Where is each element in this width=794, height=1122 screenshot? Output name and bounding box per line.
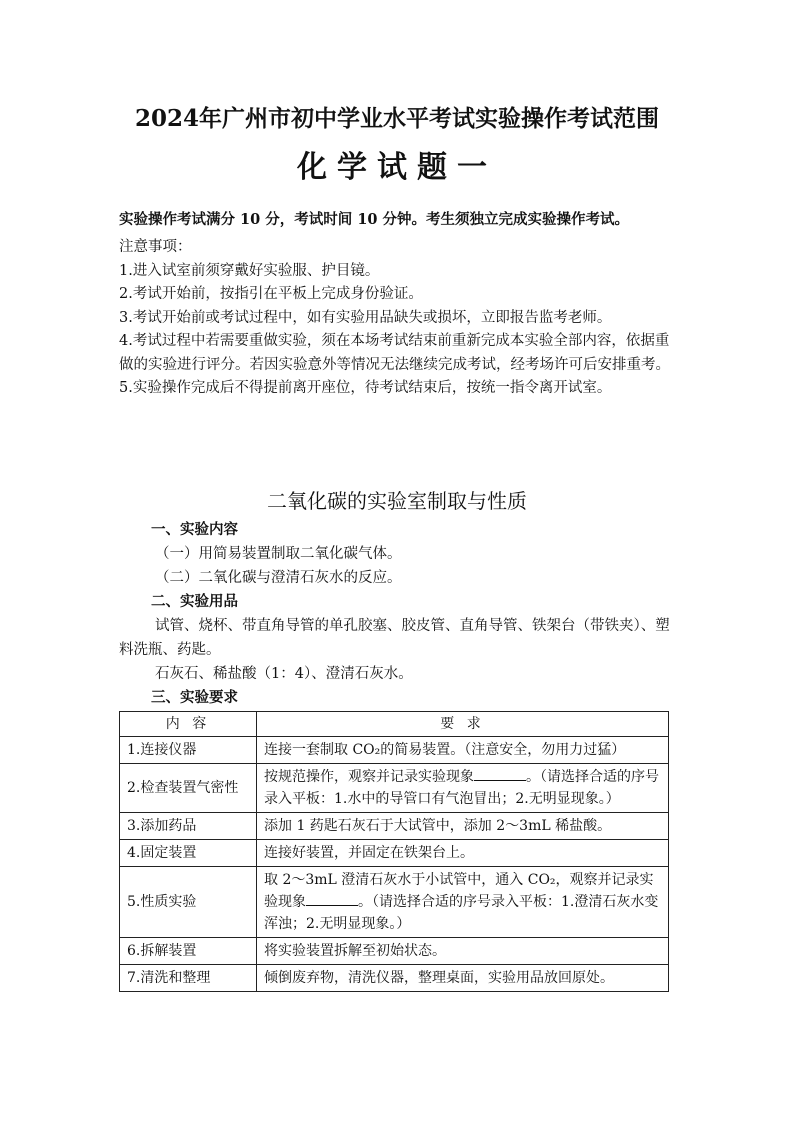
exam-rules-line: 实验操作考试满分 10 分，考试时间 10 分钟。考生须独立完成实验操作考试。 (119, 211, 630, 228)
page-title: 2024年广州市初中学业水平考试实验操作考试范围 (134, 105, 659, 132)
table-row (120, 764, 669, 813)
header-requirement: 要 求 (257, 712, 669, 737)
row-requirement: 倾倒废弃物，清洗仪器，整理桌面，实验用品放回原处。 (257, 965, 669, 992)
notice-item: 2.考试开始前，按指引在平板上完成身份验证。 (119, 286, 423, 302)
notice-item: 5.实验操作完成后不得提前离开座位，待考试结束后，按统一指令离开试室。 (119, 380, 612, 396)
content-heading: 一、实验内容 (151, 521, 238, 538)
row-requirement: 连接一套制取 CO₂的简易装置。（注意安全，勿用力过猛） (257, 737, 669, 764)
table-row (120, 840, 669, 867)
row-item: 3.添加药品 (120, 813, 257, 840)
row-item: 2.检查装置气密性 (120, 764, 257, 813)
row-item: 4.固定装置 (120, 840, 257, 867)
table-row (120, 813, 669, 840)
header-content: 内 容 (120, 712, 257, 737)
requirements-table (119, 711, 669, 992)
notice-label: 注意事项： (119, 239, 192, 255)
row-requirement: 连接好装置，并固定在铁架台上。 (257, 840, 669, 867)
supplies-equipment: 试管、烧杯、带直角导管的单孔胶塞、胶皮管、直角导管、铁架台（带铁夹）、塑料洗瓶、药匙。 (119, 618, 670, 658)
table-row (120, 965, 669, 992)
row-requirement: 将实验装置拆解至初始状态。 (257, 938, 669, 965)
row-item: 6.拆解装置 (120, 938, 257, 965)
content-item: （二）二氧化碳与澄清石灰水的反应。 (155, 570, 402, 586)
page-subtitle: 化学试题一 (297, 150, 497, 185)
table-header-row (120, 712, 669, 737)
row-item: 5.性质实验 (120, 867, 257, 938)
notice-section (119, 236, 679, 401)
experiment-section (119, 518, 679, 710)
answer-blank (474, 766, 526, 781)
row-item: 7.清洗和整理 (120, 965, 257, 992)
notice-item: 3.考试开始前或考试过程中，如有实验用品缺失或损坏，立即报告监考老师。 (119, 309, 612, 326)
requirements-heading: 三、实验要求 (151, 689, 238, 706)
answer-blank (306, 891, 358, 906)
experiment-title: 二氧化碳的实验室制取与性质 (267, 489, 527, 513)
content-item: （一）用简易装置制取二氧化碳气体。 (155, 546, 402, 562)
supplies-reagents: 石灰石、稀盐酸（1：4）、澄清石灰水。 (155, 666, 413, 682)
row-requirement: 按规范操作，观察并记录实验现象 。（请选择合适的序号录入平板：1.水中的导管口有气泡冒出；2.无明显现象。） (257, 764, 669, 813)
row-requirement: 添加 1 药匙石灰石于大试管中，添加 2～3mL 稀盐酸。 (257, 813, 669, 840)
table-row (120, 938, 669, 965)
row-requirement: 取 2～3mL 澄清石灰水于小试管中，通入 CO₂，观察并记录实验现象 。（请选择合适的序号录入平板：1.澄清石灰水变浑浊；2.无明显现象。） (257, 867, 669, 938)
table-row (120, 737, 669, 764)
supplies-heading: 二、实验用品 (151, 593, 238, 610)
table-row (120, 867, 669, 938)
notice-item: 4.考试过程中若需要重做实验，须在本场考试结束前重新完成本实验全部内容，依据重做的实验进行评分。若因实验意外等情况无法继续完成考试，经考场许可后安排重考。 (119, 333, 670, 373)
notice-item: 1.进入试室前须穿戴好实验服、护目镜。 (119, 262, 380, 279)
row-item: 1.连接仪器 (120, 737, 257, 764)
